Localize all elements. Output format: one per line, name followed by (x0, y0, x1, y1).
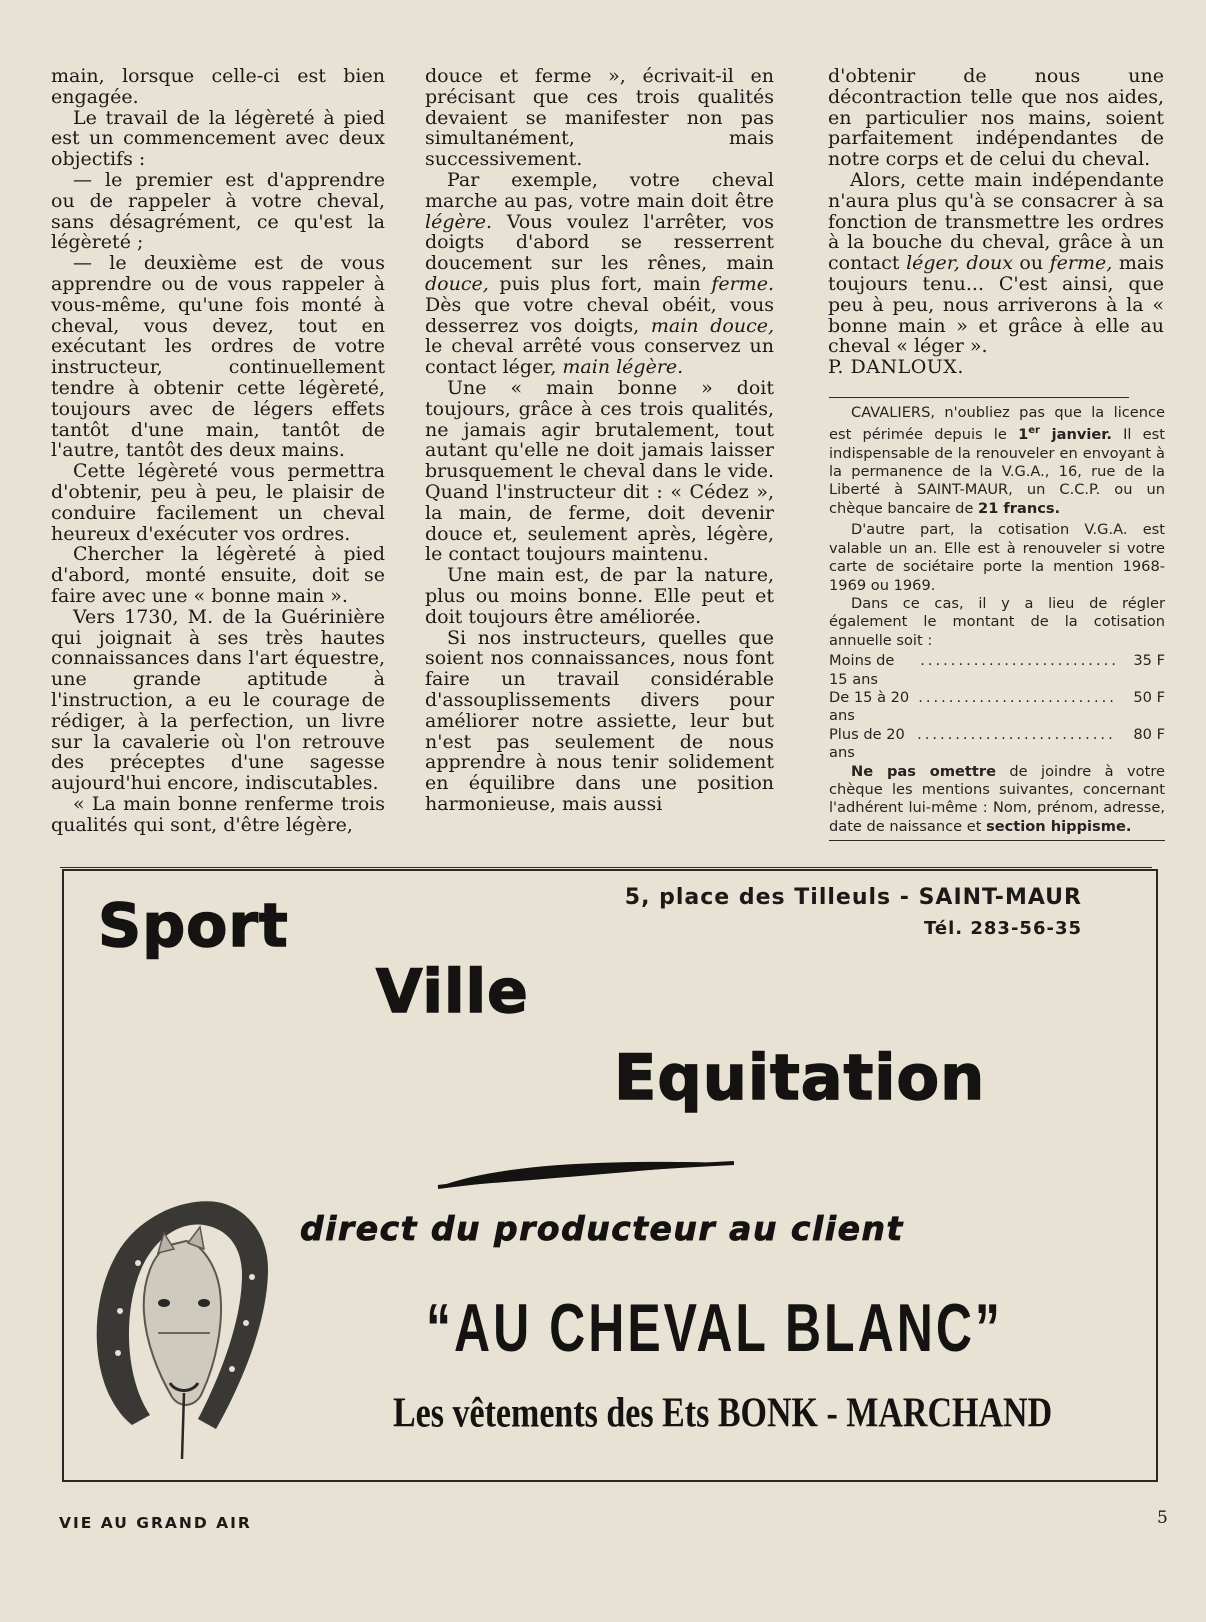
paragraph: Si nos instructeurs, quelles que soient nos connaissances, nous font faire un travail considérable d'assouplissements divers pour améliorer notre assiette, leur but n'est pas seulement de nous apprendre à nous tenir solidement en équilibre dans une position harmonieuse, mais aussi (425, 626, 774, 815)
paragraph: Cette légèreté vous permettra d'obtenir, peu à peu, le plaisir de conduire facilement un cheval heureux d'exécuter vos ordres. (51, 460, 385, 545)
notice-paragraph: CAVALIERS, n'oubliez pas que la licence est périmée depuis le 1er janvier. Il est indispensable de la renouveler en envoyant à la permanence de la V.G.A., 16, rue de la Liberté à SAINT-MAUR, un C.C.P. ou un chèque bancaire de 21 francs. (829, 404, 1165, 517)
author-signature: P. DANLOUX. (828, 356, 964, 379)
notice-bottom-rule (829, 840, 1165, 841)
ad-tagline: Les vêtements des Ets BONK - MARCHAND (393, 1390, 1053, 1437)
paragraph: Une main est, de par la nature, plus ou moins bonne. Elle peut et doit toujours être améliorée. (425, 564, 774, 628)
fee-row: De 15 à 20 ans .......................... 50 F (829, 688, 1165, 725)
ad-address: 5, place des Tilleuls - SAINT-MAUR (624, 885, 1082, 910)
ad-phone: Tél. 283-56-35 (924, 918, 1082, 939)
article-column-2 (425, 66, 774, 815)
paragraph: main, lorsque celle-ci est bien engagée. (51, 65, 385, 108)
paragraph: — le deuxième est de vous apprendre ou de vous rappeler à vous-même, qu'une fois monté à cheval, vous devez, tout en exécutant les ordres de votre instructeur, continuellement tendre à obtenir cette légèreté, toujours avec de légers effets tantôt d'une main, tantôt de l'autre, tantôt des deux mains. (51, 252, 385, 462)
ad-slogan: direct du producteur au client (300, 1209, 904, 1248)
paragraph: — le premier est d'apprendre ou de rappeler à votre cheval, sans désagrément, ce qu'est la légèreté ; (51, 168, 385, 254)
article-column-3 (828, 66, 1164, 378)
paragraph: douce et ferme », écrivait-il en précisant que ces trois qualités devaient se manifester non pas simultanément, mais successivement. (425, 65, 774, 171)
membership-notice (829, 397, 1165, 841)
paragraph: Une « main bonne » doit toujours, grâce à ces trois qualités, ne jamais agir brutalement, tout autant qu'elle ne doit jamais laisser brusquement le cheval dans le vide. Quand l'instructeur dit : « Cédez », la main, de ferme, doit devenir douce et, seulement après, légère, le contact toujours maintenu. (425, 376, 774, 566)
magazine-title: VIE AU GRAND AIR (59, 1514, 252, 1532)
paragraph: Chercher la légèreté à pied d'abord, monté ensuite, doit se faire avec une « bonne main ». (51, 543, 385, 607)
notice-paragraph: D'autre part, la cotisation V.G.A. est valable un an. Elle est à renouveler si votre carte de sociétaire porte la mention 1968-1969 ou 1969. (829, 521, 1165, 594)
paragraph: « La main bonne renferme trois qualités qui sont, d'être légère, (51, 792, 385, 836)
paragraph: d'obtenir de nous une décontraction telle que nos aides, en particulier nos mains, soient parfaitement indépendantes de notre corps et de celui du cheval. (828, 65, 1164, 171)
swoosh-decoration (436, 1157, 736, 1193)
ad-shop-name: “AU CHEVAL BLANC” (426, 1290, 1003, 1366)
ad-word-ville: Ville (376, 957, 529, 1027)
article-column-1 (51, 66, 385, 835)
notice-paragraph: Dans ce cas, il y a lieu de régler également le montant de la cotisation annuelle soit : (829, 594, 1165, 649)
notice-top-rule (829, 397, 1129, 398)
fee-row: Plus de 20 ans .......................... 80 F (829, 725, 1165, 762)
ad-word-equitation: Equitation (614, 1041, 986, 1114)
fee-table (829, 652, 1165, 762)
paragraph: Vers 1730, M. de la Guérinière qui joignait à ses très hautes connaissances dans l'art équestre, une grande aptitude à l'instruction, a eu le courage de rédiger, à la perfection, un livre sur la cavalerie où l'on retrouve des préceptes d'une sagesse aujourd'hui encore, indiscutables. (51, 605, 385, 795)
ad-word-sport: Sport (98, 891, 289, 961)
paragraph: Alors, cette main indépendante n'aura plus qu'à se consacrer à sa fonction de transmettre les ordres à la bouche du cheval, grâce à un contact léger, doux ou ferme, mais toujours tenu... C'est ainsi, que peu à peu, nous arriverons à la « bonne main » et grâce à elle au cheval « léger ». (828, 168, 1164, 358)
fee-row: Moins de 15 ans .......................... 35 F (829, 652, 1165, 688)
page-number: 5 (1157, 1508, 1168, 1528)
notice-paragraph: Ne pas omettre de joindre à votre chèque les mentions suivantes, concernant l'adhérent lui-même : Nom, prénom, adresse, date de naissance et section hippisme. (829, 762, 1165, 835)
paragraph: Par exemple, votre cheval marche au pas, votre main doit être légère. Vous voulez l'arrêter, vos doigts d'abord se resserrent doucement sur les rênes, main douce, puis plus fort, main ferme. Dès que votre cheval obéit, vous desserrez vos doigts, main douce, le cheval arrêté vous conservez un contact léger, main légère. (425, 168, 774, 379)
paragraph: Le travail de la légèreté à pied est un commencement avec deux objectifs : (51, 106, 385, 171)
advertisement (62, 869, 1158, 1482)
horseshoe-horse-icon (92, 1193, 272, 1461)
